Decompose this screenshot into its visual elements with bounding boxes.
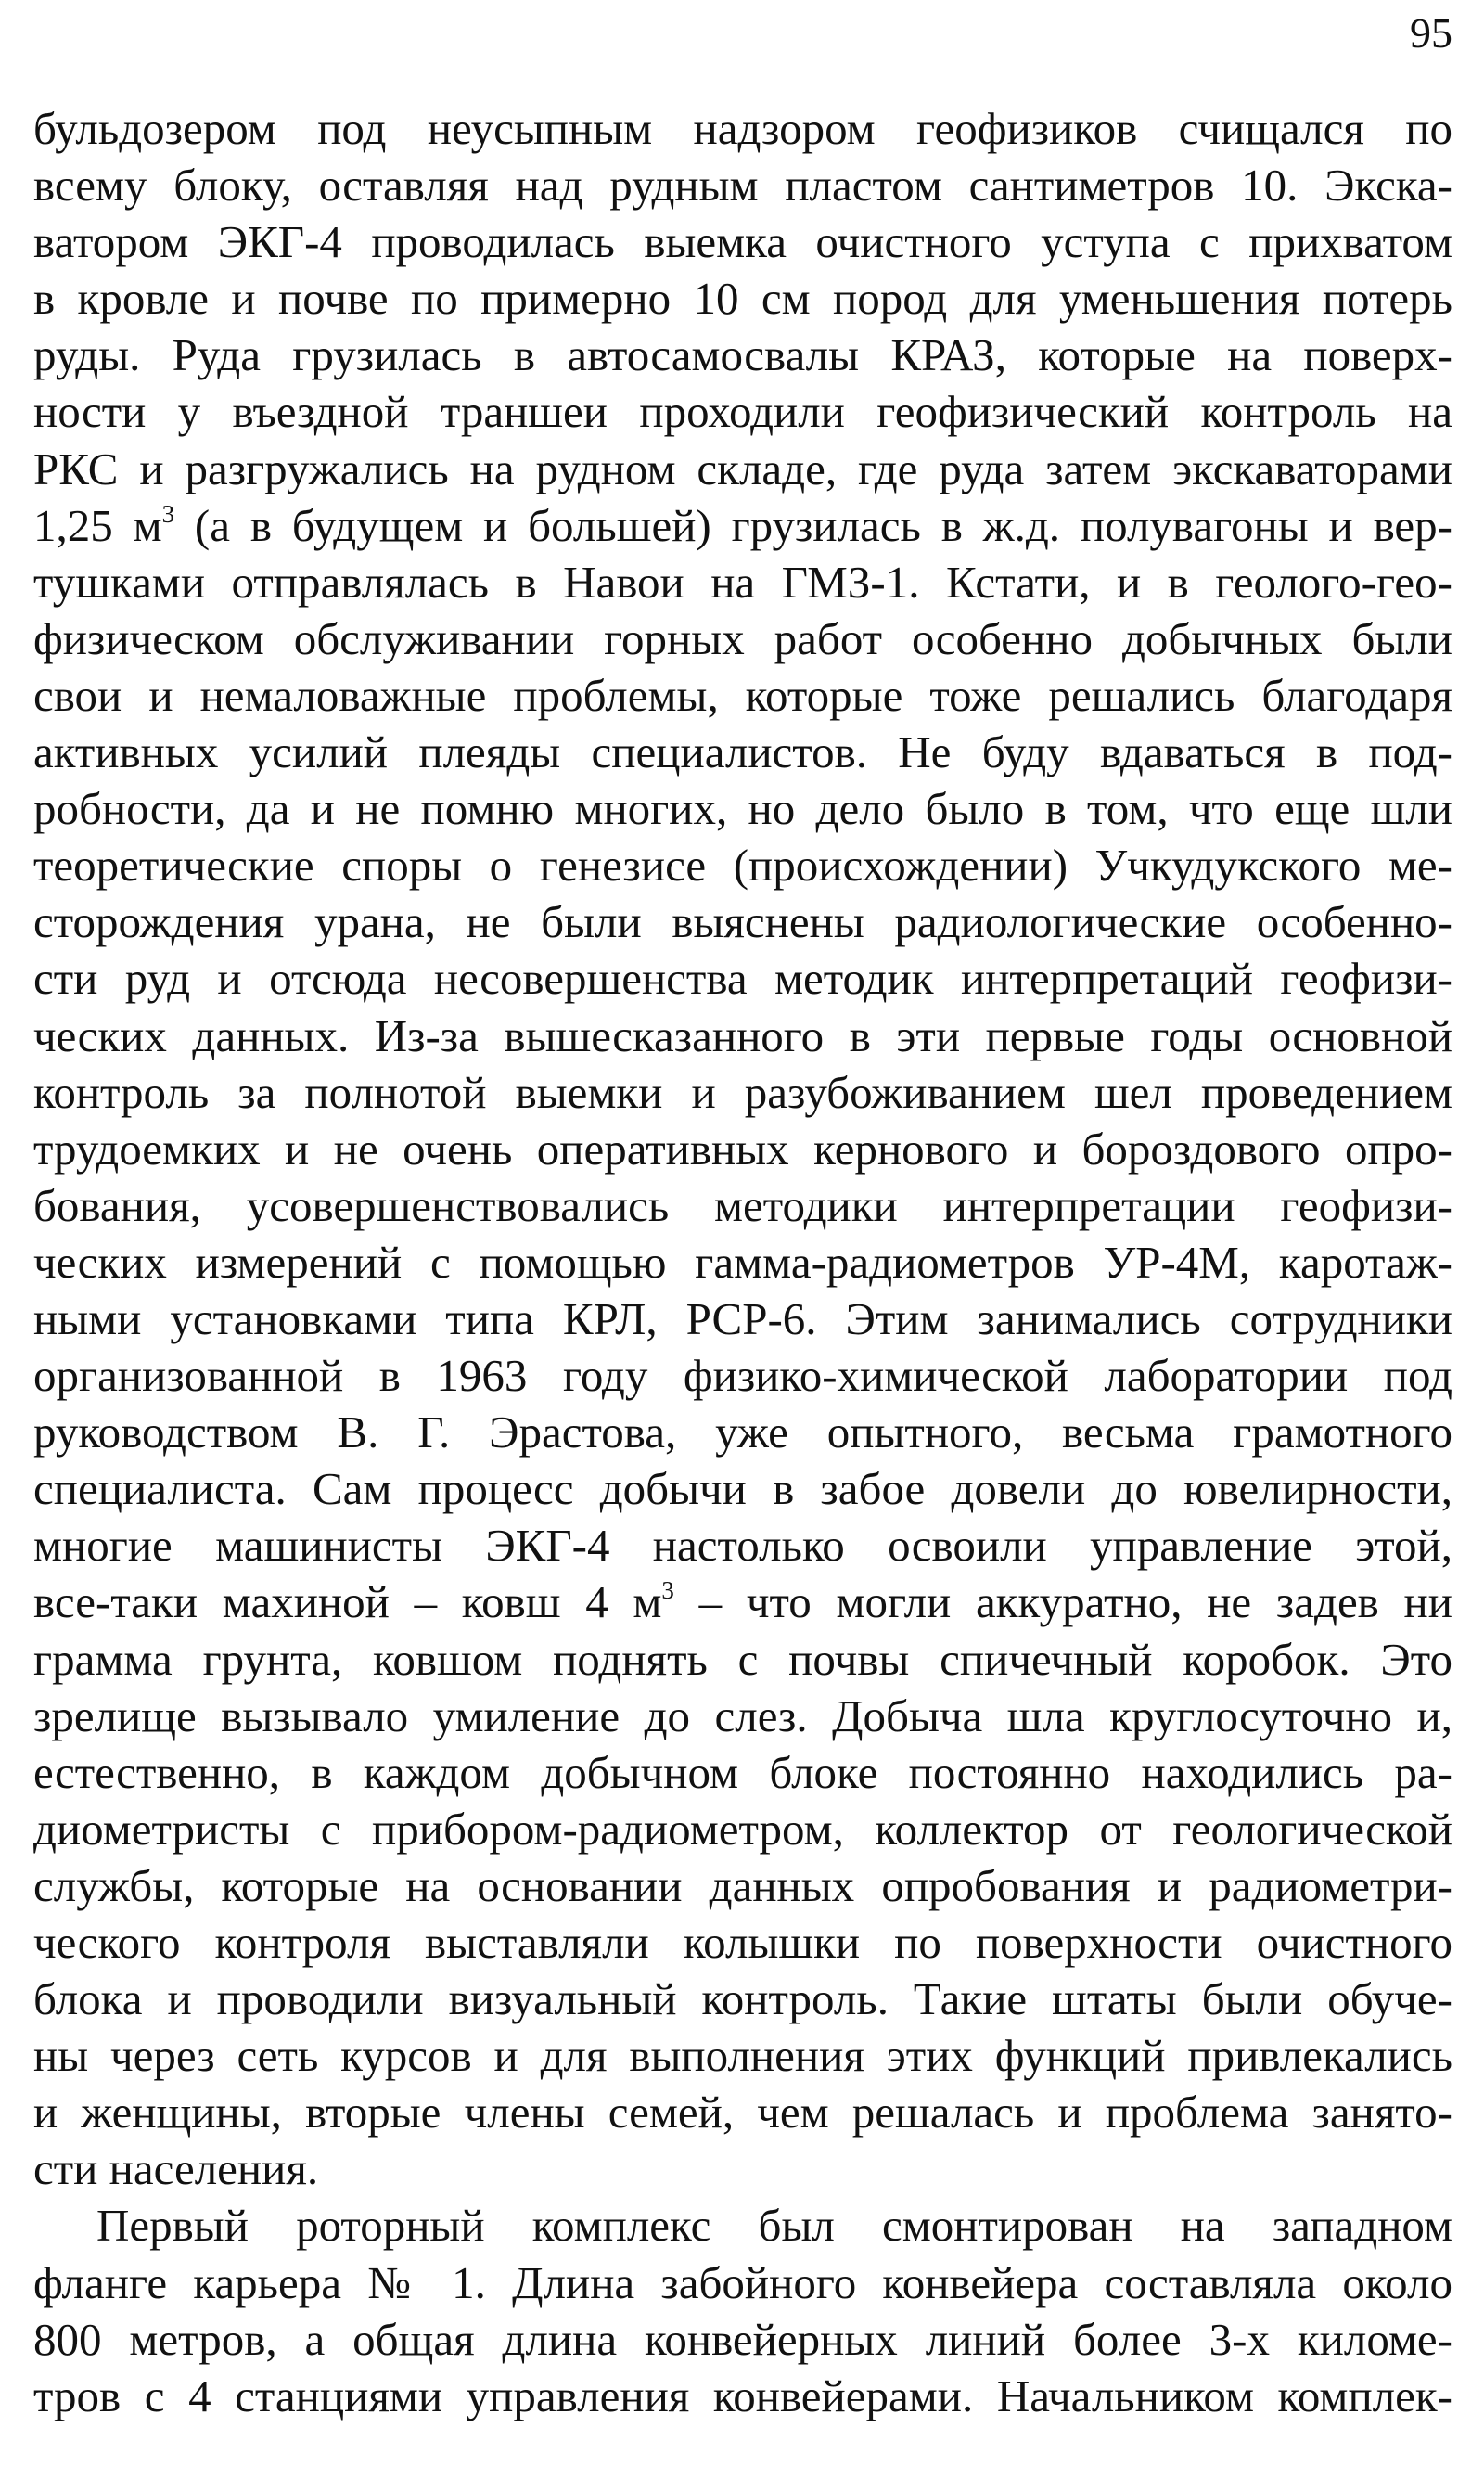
text-line: руды. Руда грузилась в автосамосвалы КРАЗ, которые на поверх- (33, 329, 1452, 381)
paragraph-2 (33, 2197, 1452, 2423)
text-line: ватором ЭКГ-4 проводилась выемка очистного уступа с прихватом (33, 216, 1452, 268)
text-line: все-таки махиной – ковш 4 $м^3$ – что могли аккуратно, не задев ни (33, 1576, 1452, 1628)
text-line: ческих данных. Из-за вышесказанного в эти первые годы основной (33, 1009, 1452, 1061)
text-line: службы, которые на основании данных опробования и радиометри- (33, 1859, 1452, 1911)
text-line: Первый роторный комплекс был смонтирован на западном (96, 2200, 1452, 2252)
text-line: ности у въездной траншеи проходили геофизический контроль на (33, 386, 1452, 438)
text-line: свои и немаловажные проблемы, которые тоже решались благодаря (33, 669, 1452, 721)
text-line: многие машинисты ЭКГ-4 настолько освоили управление этой, (33, 1520, 1452, 1572)
text-line: всему блоку, оставляя над рудным пластом сантиметров 10. Экска- (33, 160, 1452, 212)
text-line: робности, да и не помню многих, но дело было в том, что еще шли (33, 783, 1452, 835)
text-line: ны через сеть курсов и для выполнения этих функций привлекались (33, 2030, 1452, 2082)
text-line: диометристы с прибором-радиометром, коллектор от геологической (33, 1803, 1452, 1855)
text-line: 800 метров, а общая длина конвейерных линий более 3-х киломе- (33, 2313, 1452, 2365)
text-line: сти населения. (33, 2143, 319, 2195)
text-line: грамма грунта, ковшом поднять с почвы спичечный коробок. Это (33, 1633, 1452, 1685)
text-line: естественно, в каждом добычном блоке постоянно находились ра- (33, 1746, 1452, 1798)
text-line: контроль за полнотой выемки и разубоживанием шел проведением (33, 1066, 1452, 1118)
text-line: физическом обслуживании горных работ особенно добычных были (33, 612, 1452, 664)
text-line: сти руд и отсюда несовершенства методик интерпретаций геофизи- (33, 953, 1452, 1005)
text-line: тров с 4 станциями управления конвейерами. Начальником комплек- (33, 2370, 1452, 2421)
text-line: организованной в 1963 году физико-химической лаборатории под (33, 1350, 1452, 1402)
text-line: активных усилий плеяды специалистов. Не буду вдаваться в под- (33, 726, 1452, 778)
text-line: ческого контроля выставляли колышки по поверхности очистного (33, 1917, 1452, 1968)
text-line: ческих измерений с помощью гамма-радиометров УР-4М, каротаж- (33, 1236, 1452, 1288)
text-line: 1,25 $м^3$ (а в будущем и большей) грузилась в ж.д. полувагоны и вер- (33, 499, 1452, 551)
text-line: специалиста. Сам процесс добычи в забое довели до ювелирности, (33, 1463, 1452, 1515)
text-line: теоретические споры о генезисе (происхождении) Учкудукского ме- (33, 840, 1452, 892)
text-line: ными установками типа КРЛ, РСР-6. Этим занимались сотрудники (33, 1292, 1452, 1344)
text-line: в кровле и почве по примерно 10 см пород для уменьшения потерь (33, 273, 1452, 325)
body-text (33, 100, 1452, 2424)
text-line: бования, усовершенствовались методики интерпретации геофизи- (33, 1179, 1452, 1231)
text-line: сторождения урана, не были выяснены радиологические особенно- (33, 896, 1452, 948)
text-line: фланге карьера № 1. Длина забойного конвейера составляла около (33, 2256, 1452, 2308)
text-line: бульдозером под неусыпным надзором геофизиков счищался по (33, 103, 1452, 154)
text-line: зрелище вызывало умиление до слез. Добыча шла круглосуточно и, (33, 1689, 1452, 1741)
page-number: 95 (1410, 9, 1452, 57)
text-line: трудоемких и не очень оперативных кернового и бороздового опро- (33, 1123, 1452, 1175)
text-line: блока и проводили визуальный контроль. Такие штаты были обуче- (33, 1973, 1452, 2025)
paragraph-1 (33, 100, 1452, 2197)
text-line: тушками отправлялась в Навои на ГМЗ-1. Кстати, и в геолого-гео- (33, 556, 1452, 608)
text-line: и женщины, вторые члены семей, чем решалась и проблема занято- (33, 2087, 1452, 2138)
superscript-3: 3 (661, 1576, 674, 1605)
superscript-3: 3 (161, 499, 175, 528)
text-line: РКС и разгружались на рудном складе, где руда затем экскаваторами (33, 443, 1452, 494)
text-line: руководством В. Г. Эрастова, уже опытного, весьма грамотного (33, 1406, 1452, 1458)
